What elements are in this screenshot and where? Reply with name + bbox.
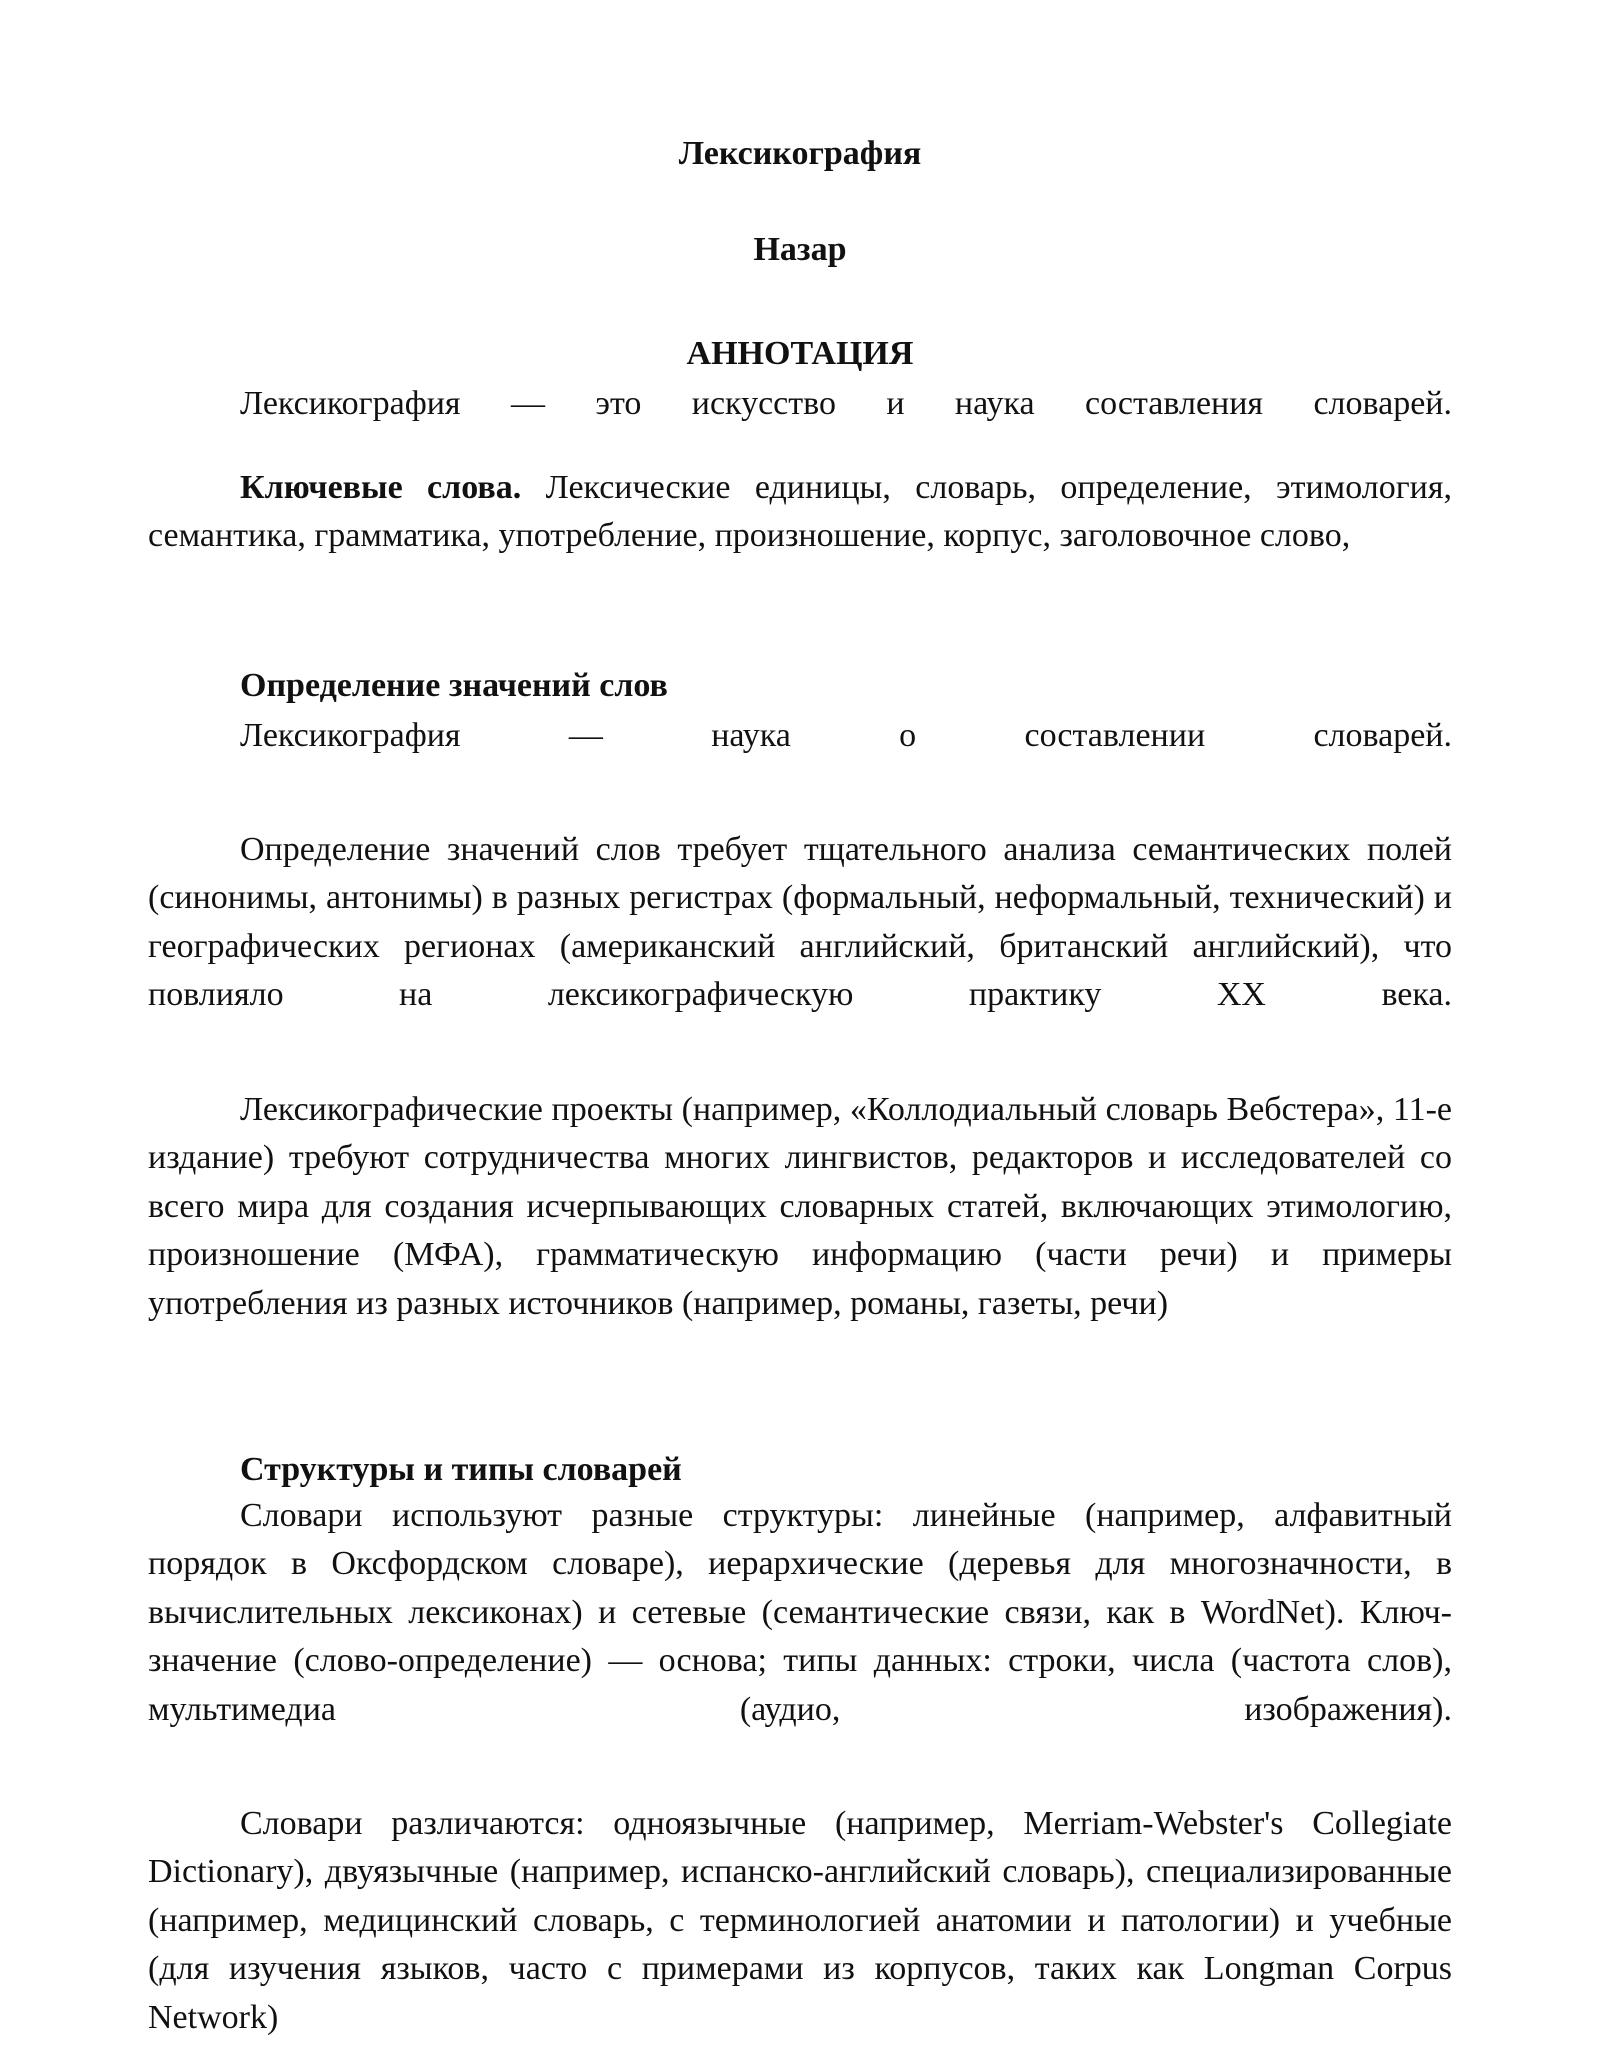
section2-paragraph-1: Словари используют разные структуры: линейные (например, алфавитный порядок в Оксфордском словаре), иерархические (деревья для многозначности, в вычислительных лексиконах) и сетевые (семантические связи, как в WordNet). Ключ-значение (слово-определение) — основа; типы данных: строки, числа (частота слов), мультимедиа (аудио, изображения).	[148, 1497, 1452, 1728]
document-title: Лексикография	[678, 135, 922, 172]
section-heading-word-meanings: Определение значений слов	[240, 667, 668, 704]
section1-paragraph-1: Лексикография — наука о составлении словарей.	[240, 717, 1452, 754]
abstract-text: Лексикография — это искусство и наука составления словарей.	[240, 385, 1452, 422]
author-name: Назар	[753, 231, 847, 268]
keywords-label: Ключевые слова.	[240, 469, 522, 506]
section1-paragraph-2: Определение значений слов требует тщательного анализа семантических полей (синонимы, антонимы) в разных регистрах (формальный, неформальный, технический) и географических регионах (американский английский, британский английский), что повлияло на лексикографическую практику XX века.	[148, 831, 1452, 1014]
document-page	[148, 0, 1452, 2070]
keywords-paragraph	[148, 464, 1452, 561]
section-heading-structures-types: Структуры и типы словарей	[240, 1451, 682, 1488]
abstract-heading: АННОТАЦИЯ	[686, 335, 914, 372]
keywords-text: Лексические единицы, словарь, определение, этимология, семантика, грамматика, употребление, произношение, корпус, заголовочное слово,	[148, 469, 1452, 555]
section1-paragraph-3: Лексикографические проекты (например, «Коллодиальный словарь Вебстера», 11-е издание) требуют сотрудничества многих лингвистов, редакторов и исследователей со всего мира для создания исчерпывающих словарных статей, включающих этимологию, произношение (МФА), грамматическую информацию (части речи) и примеры употребления из разных источников (например, романы, газеты, речи)	[148, 1091, 1452, 1322]
section2-paragraph-2: Словари различаются: одноязычные (например, Merriam-Webster's Collegiate Dictionary), двуязычные (например, испанско-английский словарь), специализированные (например, медицинский словарь, с терминологией анатомии и патологии) и учебные (для изучения языков, часто с примерами из корпусов, таких как Longman Corpus Network)	[148, 1805, 1452, 2036]
